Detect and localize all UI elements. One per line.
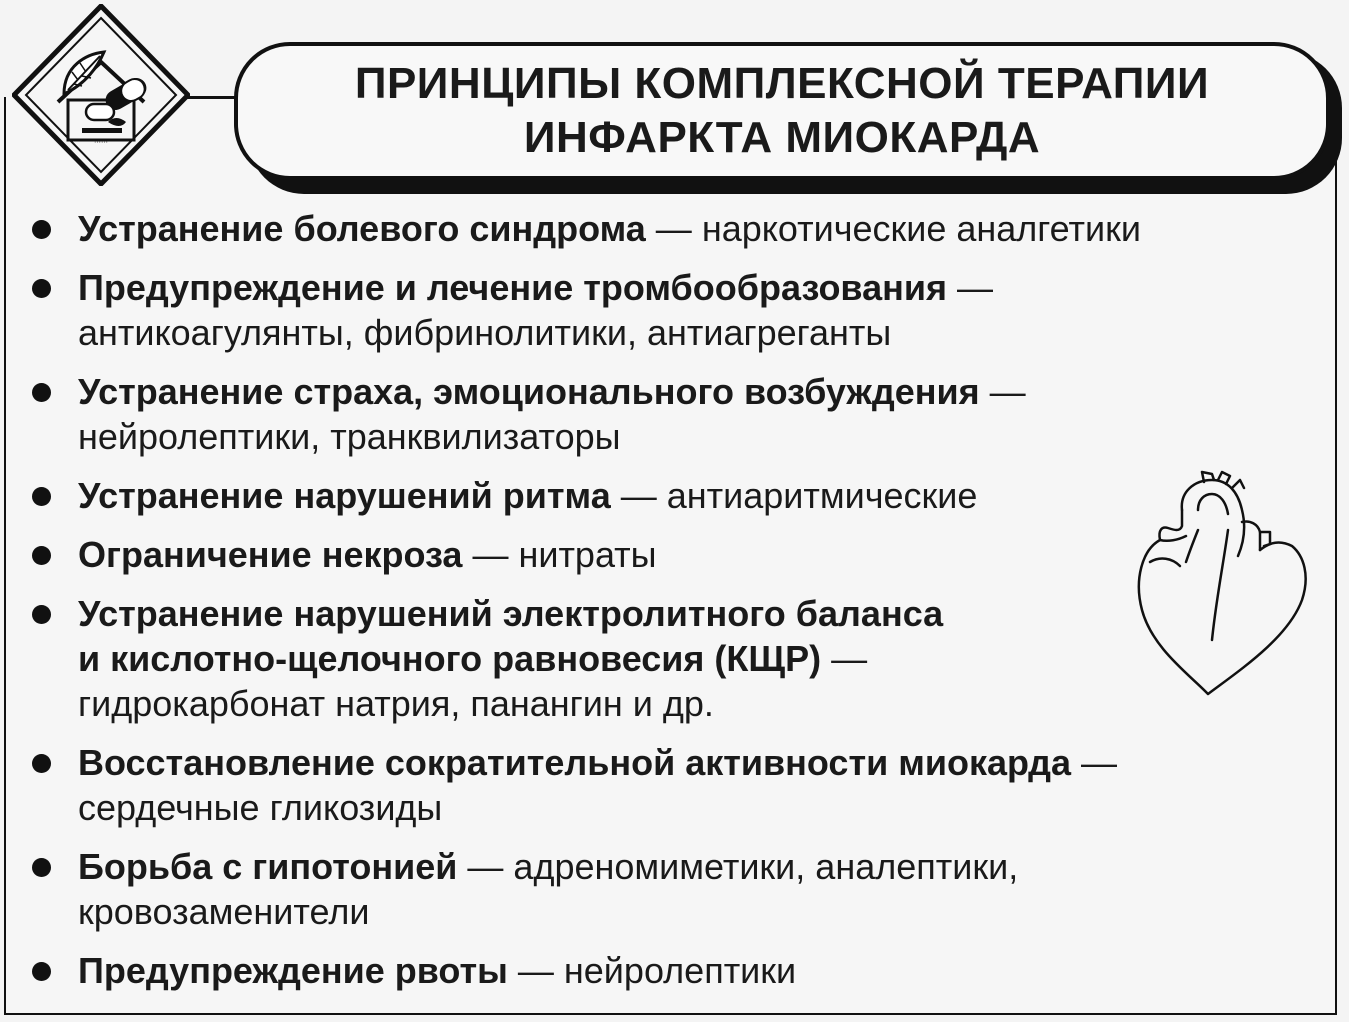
drug-class-continued: кровозаменители [78, 891, 370, 932]
bullet-icon [32, 605, 51, 624]
drug-class: адреномиметики, аналептики, [513, 846, 1019, 887]
drug-class: наркотические аналгетики [701, 208, 1141, 249]
drug-class: сердечные гликозиды [78, 787, 443, 828]
bullet-icon [32, 220, 51, 239]
bullet-icon [32, 487, 51, 506]
dash: — [645, 208, 702, 249]
title-line-2: ИНФАРКТА МИОКАРДА [523, 113, 1041, 162]
svg-text:······: ······ [94, 139, 108, 146]
list-item [28, 369, 1338, 459]
drug-class: антикоагулянты, фибринолитики, антиагреганты [78, 312, 892, 353]
bullet-icon [32, 546, 51, 565]
principle-label: Предупреждение рвоты [78, 950, 508, 991]
list-item [28, 948, 1338, 993]
principle-label: Устранение болевого синдрома [78, 208, 646, 249]
herbal-medicine-logo-icon [12, 4, 190, 186]
bullet-icon [32, 279, 51, 298]
list-item [28, 844, 1338, 934]
bullet-icon [32, 754, 51, 773]
principle-label: Устранение страха, эмоционального возбуждения [78, 371, 980, 412]
dash: — [1070, 742, 1117, 783]
dash: — [507, 950, 564, 991]
list-item [28, 206, 1338, 251]
dash: — [821, 638, 868, 679]
list-item [28, 265, 1338, 355]
bullet-icon [32, 962, 51, 981]
bullet-icon [32, 383, 51, 402]
dash: — [457, 846, 514, 887]
dash: — [979, 371, 1026, 412]
principle-label-line-1: Устранение нарушений электролитного баланса [78, 593, 944, 634]
drug-class: нейролептики [563, 950, 797, 991]
drug-class: гидрокарбонат натрия, панангин и др. [78, 683, 714, 724]
principle-label: Ограничение некроза [78, 534, 463, 575]
drug-class: нейролептики, транквилизаторы [78, 416, 621, 457]
drug-class: нитраты [518, 534, 657, 575]
principle-label: и кислотно-щелочного равновесия (КЩР) [78, 638, 822, 679]
principle-label: Борьба с гипотонией [78, 846, 458, 887]
title-box [234, 42, 1330, 180]
list-item [28, 740, 1338, 830]
principle-label: Предупреждение и лечение тромбообразования [78, 267, 947, 308]
dash: — [947, 267, 994, 308]
heart-outline-icon [1120, 470, 1310, 700]
principle-label: Восстановление сократительной активности миокарда [78, 742, 1071, 783]
principle-label: Устранение нарушений ритма [78, 475, 611, 516]
dash: — [462, 534, 519, 575]
bullet-icon [32, 858, 51, 877]
title-line-1: ПРИНЦИПЫ КОМПЛЕКСНОЙ ТЕРАПИИ [354, 59, 1210, 108]
dash: — [610, 475, 667, 516]
drug-class: антиаритмические [666, 475, 978, 516]
